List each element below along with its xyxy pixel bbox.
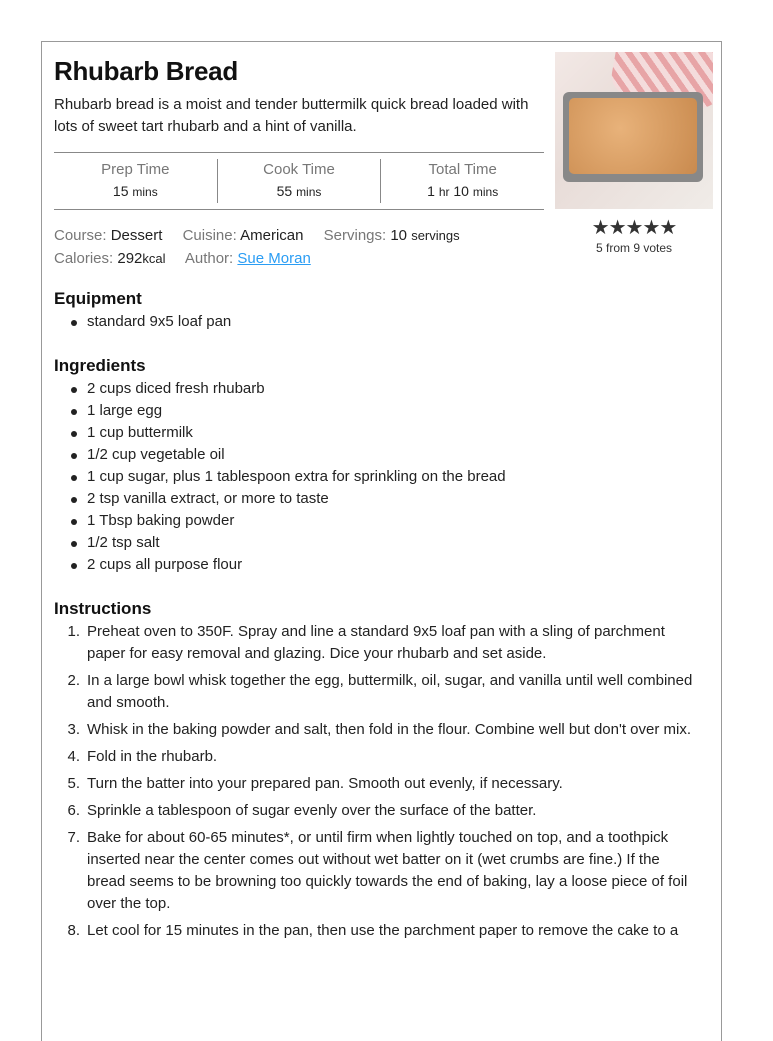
total-time-label: Total Time — [428, 161, 497, 178]
item-text: 1 cup buttermilk — [87, 424, 193, 441]
recipe-title: Rhubarb Bread — [54, 56, 238, 86]
item-text: 1 large egg — [87, 402, 163, 419]
list-item — [54, 378, 704, 400]
prep-time-label: Prep Time — [101, 161, 170, 178]
instruction-step — [54, 920, 702, 942]
cuisine: Cuisine: American — [182, 227, 304, 244]
step-number: 1. — [67, 623, 80, 640]
item-text: 2 cups all purpose flour — [87, 556, 243, 573]
item-text: Turn the batter into your prepared pan. Smooth out evenly, if necessary. — [87, 775, 563, 792]
step-number: 7. — [67, 829, 80, 846]
step-number: 5. — [67, 775, 80, 792]
item-text: Let cool for 15 minutes in the pan, then use the parchment paper to remove the cake to a — [87, 922, 679, 939]
recipe-photo — [555, 52, 713, 209]
calories: Calories: 292kcal — [54, 250, 166, 267]
list-item — [54, 532, 704, 554]
item-text: 1 cup sugar, plus 1 tablespoon extra for sprinkling on the bread — [87, 468, 506, 485]
item-text: Whisk in the baking powder and salt, then fold in the flour. Combine well but don't over mix. — [87, 721, 692, 738]
instruction-step — [54, 670, 702, 714]
item-text: Sprinkle a tablespoon of sugar evenly over the surface of the batter. — [87, 802, 537, 819]
step-number: 2. — [67, 672, 80, 689]
item-text: 1/2 cup vegetable oil — [87, 446, 225, 463]
item-text: 1 Tbsp baking powder — [87, 512, 235, 529]
item-text: Preheat oven to 350F. Spray and line a standard 9x5 loaf pan with a sling of parchment paper for easy removal and glazing. Dice your rhubarb and set aside. — [87, 623, 665, 662]
list-item — [54, 422, 704, 444]
ingredients-heading: Ingredients — [54, 356, 146, 375]
author-link[interactable]: Sue Moran — [237, 250, 311, 267]
item-text: 1/2 tsp salt — [87, 534, 160, 551]
total-time — [381, 159, 544, 203]
list-item — [54, 488, 704, 510]
course: Course: Dessert — [54, 227, 163, 244]
list-item — [54, 466, 704, 488]
item-text: 2 tsp vanilla extract, or more to taste — [87, 490, 329, 507]
instruction-step — [54, 773, 702, 795]
prep-time-value: 15 mins — [112, 183, 158, 199]
instructions-list — [54, 621, 704, 947]
author: Author: Sue Moran — [184, 250, 311, 267]
step-number: 8. — [67, 922, 80, 939]
item-text: Fold in the rhubarb. — [87, 748, 218, 765]
servings: Servings: 10 servings — [323, 227, 460, 244]
list-item — [54, 444, 704, 466]
cook-time — [218, 159, 382, 203]
recipe-meta — [54, 224, 476, 270]
star-rating-icon[interactable]: ★★★★★ — [591, 217, 677, 239]
rating-votes: 5 from 9 votes — [595, 241, 673, 255]
instruction-step — [54, 746, 702, 768]
ingredients-list — [54, 378, 704, 576]
instruction-step — [54, 621, 702, 665]
list-item — [54, 400, 704, 422]
item-text: standard 9x5 loaf pan — [87, 313, 232, 330]
item-text: Bake for about 60-65 minutes*, or until firm when lightly touched on top, and a toothpick inserted near the center comes out without wet batter on it (wet crumbs are fine.) If the bread seems to be browning too quickly towards the end of baking, lay a loose piece of foil over the top. — [87, 829, 688, 912]
step-number: 6. — [67, 802, 80, 819]
step-number: 3. — [67, 721, 80, 738]
instruction-step — [54, 827, 702, 915]
list-item — [54, 311, 704, 333]
instruction-step — [54, 719, 702, 741]
list-item — [54, 554, 704, 576]
item-text: In a large bowl whisk together the egg, buttermilk, oil, sugar, and vanilla until well combined and smooth. — [87, 672, 693, 711]
total-time-value: 1 hr 10 mins — [427, 183, 499, 199]
instructions-heading: Instructions — [54, 599, 152, 618]
equipment-heading: Equipment — [54, 289, 142, 308]
recipe-times — [54, 152, 544, 210]
equipment-list — [54, 311, 704, 333]
instruction-step — [54, 800, 702, 822]
cook-time-label: Cook Time — [263, 161, 335, 178]
recipe-card — [41, 41, 722, 1041]
recipe-summary: Rhubarb bread is a moist and tender buttermilk quick bread loaded with lots of sweet tart rhubarb and a hint of vanilla. — [54, 96, 529, 135]
cook-time-value: 55 mins — [276, 183, 322, 199]
item-text: 2 cups diced fresh rhubarb — [87, 380, 265, 397]
list-item — [54, 510, 704, 532]
rating[interactable] — [555, 215, 713, 255]
step-number: 4. — [67, 748, 80, 765]
prep-time — [54, 159, 218, 203]
